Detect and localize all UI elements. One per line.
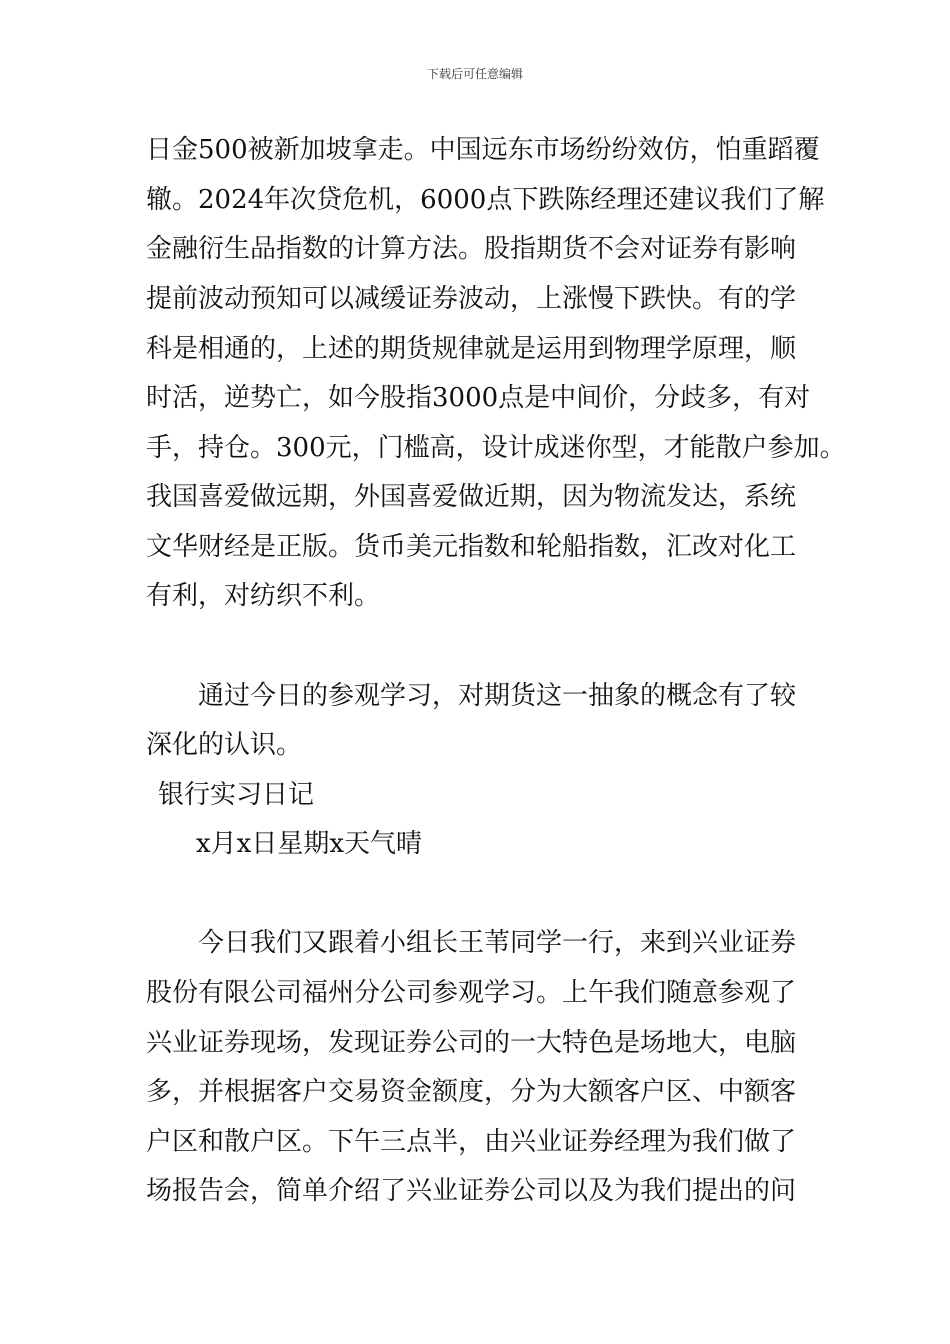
paragraph-start-line: 今日我们又跟着小组长王苇同学一行，来到兴业证券 — [198, 928, 797, 958]
text-line: 兴业证券现场，发现证券公司的一大特色是场地大，电脑 — [146, 1028, 797, 1058]
text-line: 户区和散户区。下午三点半，由兴业证券经理为我们做了 — [146, 1127, 797, 1157]
text-line: 日金500被新加坡拿走。中国远东市场纷纷效仿，怕重蹈覆 — [146, 135, 820, 165]
text-line: 手，持仓。300元，门槛高，设计成迷你型，才能散户参加。 — [146, 433, 846, 463]
text-line: 深化的认识。 — [146, 730, 303, 760]
text-line: 股份有限公司福州分公司参观学习。上午我们随意参观了 — [146, 978, 797, 1008]
text-line: 时活，逆势亡，如今股指3000点是中间价，分歧多，有对 — [146, 383, 811, 413]
text-line: 金融衍生品指数的计算方法。股指期货不会对证券有影响 — [146, 234, 797, 264]
page-header: 下载后可任意编辑 — [426, 67, 523, 81]
text-line: 文华财经是正版。货币美元指数和轮船指数，汇改对化工 — [146, 532, 797, 562]
text-line: 场报告会，简单介绍了兴业证券公司以及为我们提出的问 — [146, 1176, 797, 1206]
text-line: 科是相通的，上述的期货规律就是运用到物理学原理，顺 — [146, 334, 797, 364]
text-line: 多，并根据客户交易资金额度，分为大额客户区、中额客 — [146, 1077, 797, 1107]
date-weather-line: x月x日星期x天气晴 — [196, 829, 422, 859]
text-line: 辙。2024年次贷危机，6000点下跌陈经理还建议我们了解 — [146, 185, 825, 215]
text-line: 提前波动预知可以减缓证券波动，上涨慢下跌快。有的学 — [146, 284, 797, 314]
section-title: 银行实习日记 — [158, 780, 315, 810]
paragraph-start-line: 通过今日的参观学习，对期货这一抽象的概念有了较 — [198, 681, 797, 711]
text-line: 有利，对纺织不利。 — [146, 581, 381, 611]
text-line: 我国喜爱做远期，外国喜爱做近期，因为物流发达，系统 — [146, 482, 797, 512]
